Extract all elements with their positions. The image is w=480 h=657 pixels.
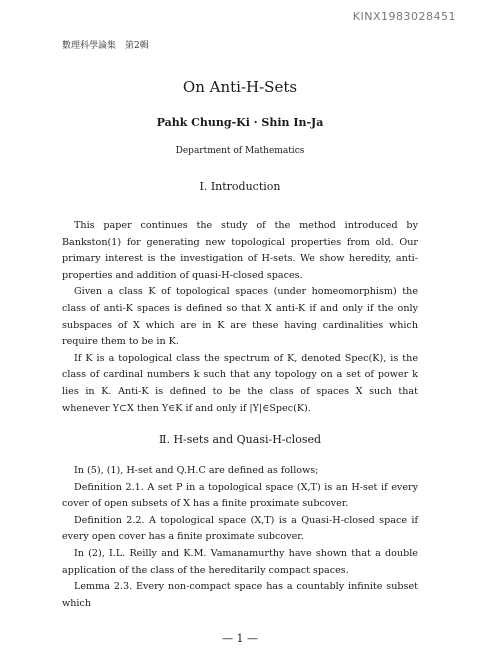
paragraph: Given a class K of topological spaces (under homeomorphism) the class of anti-K spaces is defined so that X anti-K if and only if the only subspaces of X which are in K are these having cardinalities which require them to be in K. bbox=[62, 286, 418, 348]
journal-header: 數理科學論集 第2輯 bbox=[62, 41, 149, 51]
authors: Pahk Chung-Ki · Shin In-Ja bbox=[156, 116, 324, 129]
paper-title: On Anti-H-Sets bbox=[182, 78, 298, 96]
section-body-h-sets bbox=[62, 463, 418, 612]
paragraph: In (2), I.L. Reilly and K.M. Vamanamurthy have shown that a double application of the class of the hereditarily compact spaces. bbox=[62, 547, 418, 576]
paragraph: Lemma 2.3. Every non-compact space has a countably infinite subset which bbox=[62, 581, 418, 609]
section-body-introduction bbox=[62, 218, 418, 417]
page-number: — 1 — bbox=[222, 632, 258, 645]
paragraph: This paper continues the study of the method introduced by Bankston(1) for generating new topological properties from old. Our primary interest is the investigation of H-sets. We show heredity, anti-properties and addition of quasi-H-closed spaces. bbox=[62, 220, 418, 281]
section-heading-h-sets: Ⅱ. H-sets and Quasi-H-closed bbox=[158, 433, 322, 446]
paragraph: Definition 2.1. A set P in a topological space (X,T) is an H-set if every cover of open subsets of X has a finite proximate subcover. bbox=[62, 481, 418, 510]
document-id: KINX1983028451 bbox=[352, 10, 456, 23]
paragraph: Definition 2.2. A topological space (X,T) is a Quasi-H-closed space if every open cover has a finite proximate subcover. bbox=[62, 514, 418, 543]
section-heading-introduction: Ⅰ. Introduction bbox=[199, 180, 281, 193]
paragraph: If K is a topological class the spectrum of K, denoted Spec(K), is the class of cardinal numbers k such that any topology on a set of power k lies in K. Anti-K is defined to be the class of spaces X such that whenever Y⊂X then Y∈K if and only if |Y|∈Spec(K). bbox=[62, 352, 418, 414]
paragraph: In (5), (1), H-set and Q.H.C are defined as follows; bbox=[74, 465, 319, 476]
department: Department of Mathematics bbox=[175, 146, 305, 156]
